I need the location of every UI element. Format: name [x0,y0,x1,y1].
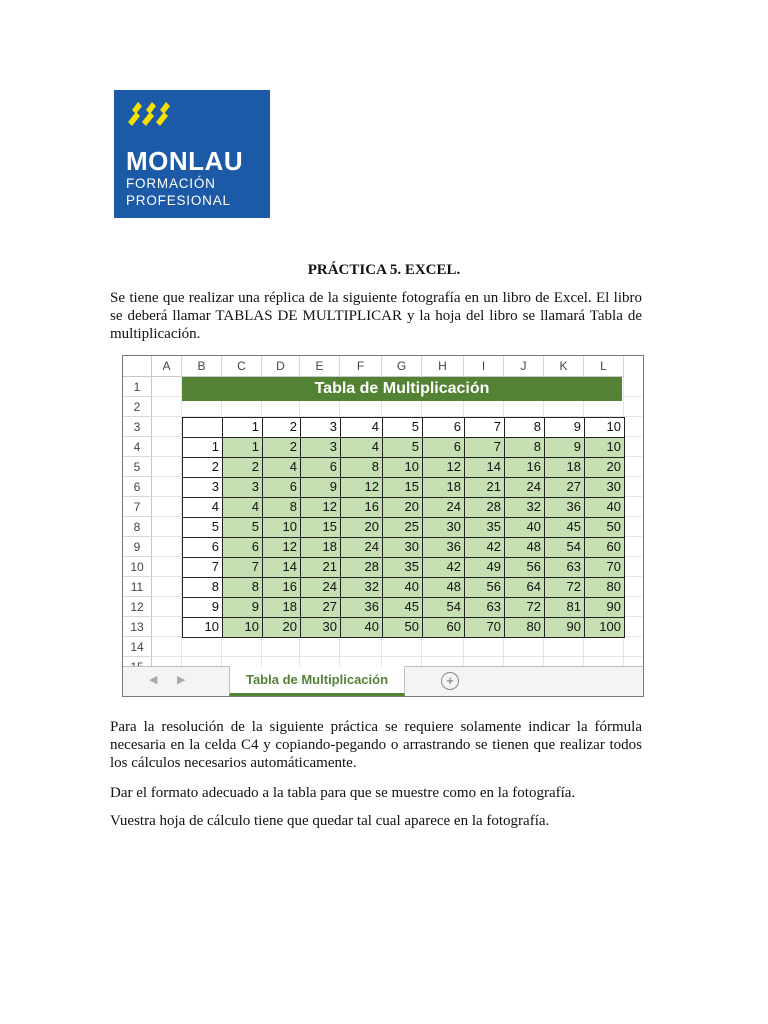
product-cell: 49 [464,557,505,578]
product-cell: 9 [300,477,341,498]
column-factor-cell: 9 [544,417,585,438]
row-factor-cell: 3 [182,477,223,498]
row-header: 9 [123,537,152,557]
column-factor-cell: 7 [464,417,505,438]
product-cell: 36 [422,537,465,558]
product-cell: 18 [300,537,341,558]
column-header: A [152,356,182,377]
monlau-logo [114,90,270,218]
product-cell: 36 [340,597,383,618]
product-cell: 2 [262,437,301,458]
instructions-paragraph: Para la resolución de la siguiente práctica se requiere solamente indicar la fórmula necesaria en la celda C4 y copiando-pegando o arrastrando se tienen que realizar todos los cálculos necesarios automáticamente. [110,719,642,771]
row-factor-cell: 7 [182,557,223,578]
product-cell: 54 [544,537,585,558]
product-cell: 16 [262,577,301,598]
product-cell: 40 [340,617,383,638]
product-cell: 20 [584,457,625,478]
product-cell: 32 [504,497,545,518]
product-cell: 30 [584,477,625,498]
column-factor-cell: 10 [584,417,625,438]
column-header: G [382,356,422,377]
row-factor-cell: 2 [182,457,223,478]
column-header: J [504,356,544,377]
product-cell: 45 [382,597,423,618]
product-cell: 27 [544,477,585,498]
table-banner: Tabla de Multiplicación [182,377,622,401]
product-cell: 6 [300,457,341,478]
product-cell: 90 [584,597,625,618]
product-cell: 9 [544,437,585,458]
product-cell: 45 [544,517,585,538]
row-header: 1 [123,377,152,397]
product-cell: 18 [544,457,585,478]
product-cell: 63 [464,597,505,618]
product-cell: 5 [222,517,263,538]
product-cell: 56 [464,577,505,598]
product-cell: 9 [222,597,263,618]
product-cell: 3 [300,437,341,458]
row-header: 12 [123,597,152,617]
row-header: 4 [123,437,152,457]
product-cell: 18 [422,477,465,498]
row-header: 8 [123,517,152,537]
column-header: H [422,356,464,377]
product-cell: 20 [262,617,301,638]
product-cell: 60 [422,617,465,638]
add-sheet-icon: + [441,672,459,690]
product-cell: 16 [504,457,545,478]
row-header: 6 [123,477,152,497]
row-header: 3 [123,417,152,437]
product-cell: 90 [544,617,585,638]
row-factor-cell: 5 [182,517,223,538]
product-cell: 56 [504,557,545,578]
product-cell: 21 [300,557,341,578]
product-cell: 15 [382,477,423,498]
product-cell: 6 [222,537,263,558]
row-factor-cell: 1 [182,437,223,458]
product-cell: 4 [340,437,383,458]
product-cell: 30 [382,537,423,558]
empty-corner-cell [182,417,223,438]
product-cell: 21 [464,477,505,498]
prev-sheet-icon: ◀ [149,674,158,686]
column-header: K [544,356,584,377]
row-factor-cell: 4 [182,497,223,518]
logo-brand: MONLAU [126,146,244,176]
product-cell: 18 [262,597,301,618]
product-cell: 40 [584,497,625,518]
product-cell: 70 [464,617,505,638]
product-cell: 12 [422,457,465,478]
product-cell: 15 [300,517,341,538]
product-cell: 80 [584,577,625,598]
product-cell: 8 [504,437,545,458]
intro-paragraph: Se tiene que realizar una réplica de la siguiente fotografía en un libro de Excel. El libro se deberá llamar TABLAS DE MULTIPLICAR y la hoja del libro se llamará Tabla de multiplicación. [110,290,642,342]
product-cell: 10 [584,437,625,458]
product-cell: 70 [584,557,625,578]
product-cell: 81 [544,597,585,618]
product-cell: 27 [300,597,341,618]
product-cell: 48 [504,537,545,558]
product-cell: 7 [222,557,263,578]
column-header: B [182,356,222,377]
product-cell: 64 [504,577,545,598]
product-cell: 72 [504,597,545,618]
product-cell: 20 [382,497,423,518]
column-factor-cell: 2 [262,417,301,438]
product-cell: 14 [464,457,505,478]
final-paragraph: Vuestra hoja de cálculo tiene que quedar tal cual aparece en la fotografía. [110,813,550,829]
row-header: 14 [123,637,152,657]
product-cell: 40 [504,517,545,538]
row-factor-cell: 9 [182,597,223,618]
column-header: I [464,356,504,377]
product-cell: 8 [340,457,383,478]
row-header: 10 [123,557,152,577]
row-header: 5 [123,457,152,477]
product-cell: 6 [262,477,301,498]
product-cell: 6 [422,437,465,458]
format-paragraph: Dar el formato adecuado a la tabla para que se muestre como en la fotografía. [110,785,576,801]
column-factor-cell: 8 [504,417,545,438]
product-cell: 80 [504,617,545,638]
product-cell: 10 [382,457,423,478]
product-cell: 35 [464,517,505,538]
product-cell: 3 [222,477,263,498]
row-header: 2 [123,397,152,417]
product-cell: 30 [300,617,341,638]
product-cell: 12 [262,537,301,558]
product-cell: 2 [222,457,263,478]
product-cell: 100 [584,617,625,638]
product-cell: 8 [222,577,263,598]
product-cell: 72 [544,577,585,598]
column-factor-cell: 6 [422,417,465,438]
spreadsheet-image [122,355,644,697]
product-cell: 36 [544,497,585,518]
product-cell: 60 [584,537,625,558]
sheet-tab: Tabla de Multiplicación [229,666,405,696]
product-cell: 16 [340,497,383,518]
product-cell: 12 [300,497,341,518]
product-cell: 25 [382,517,423,538]
row-factor-cell: 8 [182,577,223,598]
product-cell: 48 [422,577,465,598]
monlau-stripes-icon [126,100,174,132]
product-cell: 20 [340,517,383,538]
logo-line-1: FORMACIÓN [126,176,216,191]
logo-line-2: PROFESIONAL [126,193,231,208]
product-cell: 42 [422,557,465,578]
product-cell: 10 [222,617,263,638]
product-cell: 5 [382,437,423,458]
product-cell: 40 [382,577,423,598]
product-cell: 4 [262,457,301,478]
product-cell: 24 [504,477,545,498]
product-cell: 63 [544,557,585,578]
row-factor-cell: 10 [182,617,223,638]
column-header: F [340,356,382,377]
product-cell: 50 [584,517,625,538]
next-sheet-icon: ▶ [177,674,186,686]
row-factor-cell: 6 [182,537,223,558]
column-factor-cell: 4 [340,417,383,438]
product-cell: 42 [464,537,505,558]
product-cell: 24 [340,537,383,558]
select-all-corner [123,356,152,377]
column-header: L [584,356,624,377]
row-header: 11 [123,577,152,597]
product-cell: 35 [382,557,423,578]
product-cell: 24 [422,497,465,518]
page-title: PRÁCTICA 5. EXCEL. [307,262,461,278]
product-cell: 50 [382,617,423,638]
product-cell: 7 [464,437,505,458]
column-header: D [262,356,300,377]
product-cell: 54 [422,597,465,618]
column-factor-cell: 3 [300,417,341,438]
product-cell: 24 [300,577,341,598]
product-cell: 1 [222,437,263,458]
row-header: 7 [123,497,152,517]
column-factor-cell: 1 [222,417,263,438]
product-cell: 32 [340,577,383,598]
product-cell: 8 [262,497,301,518]
product-cell: 10 [262,517,301,538]
product-cell: 30 [422,517,465,538]
row-header: 13 [123,617,152,637]
column-factor-cell: 5 [382,417,423,438]
column-header: E [300,356,340,377]
product-cell: 28 [464,497,505,518]
product-cell: 14 [262,557,301,578]
column-header: C [222,356,262,377]
gridline [152,656,642,657]
sheet-tab-bar [123,666,643,697]
product-cell: 4 [222,497,263,518]
product-cell: 28 [340,557,383,578]
product-cell: 12 [340,477,383,498]
